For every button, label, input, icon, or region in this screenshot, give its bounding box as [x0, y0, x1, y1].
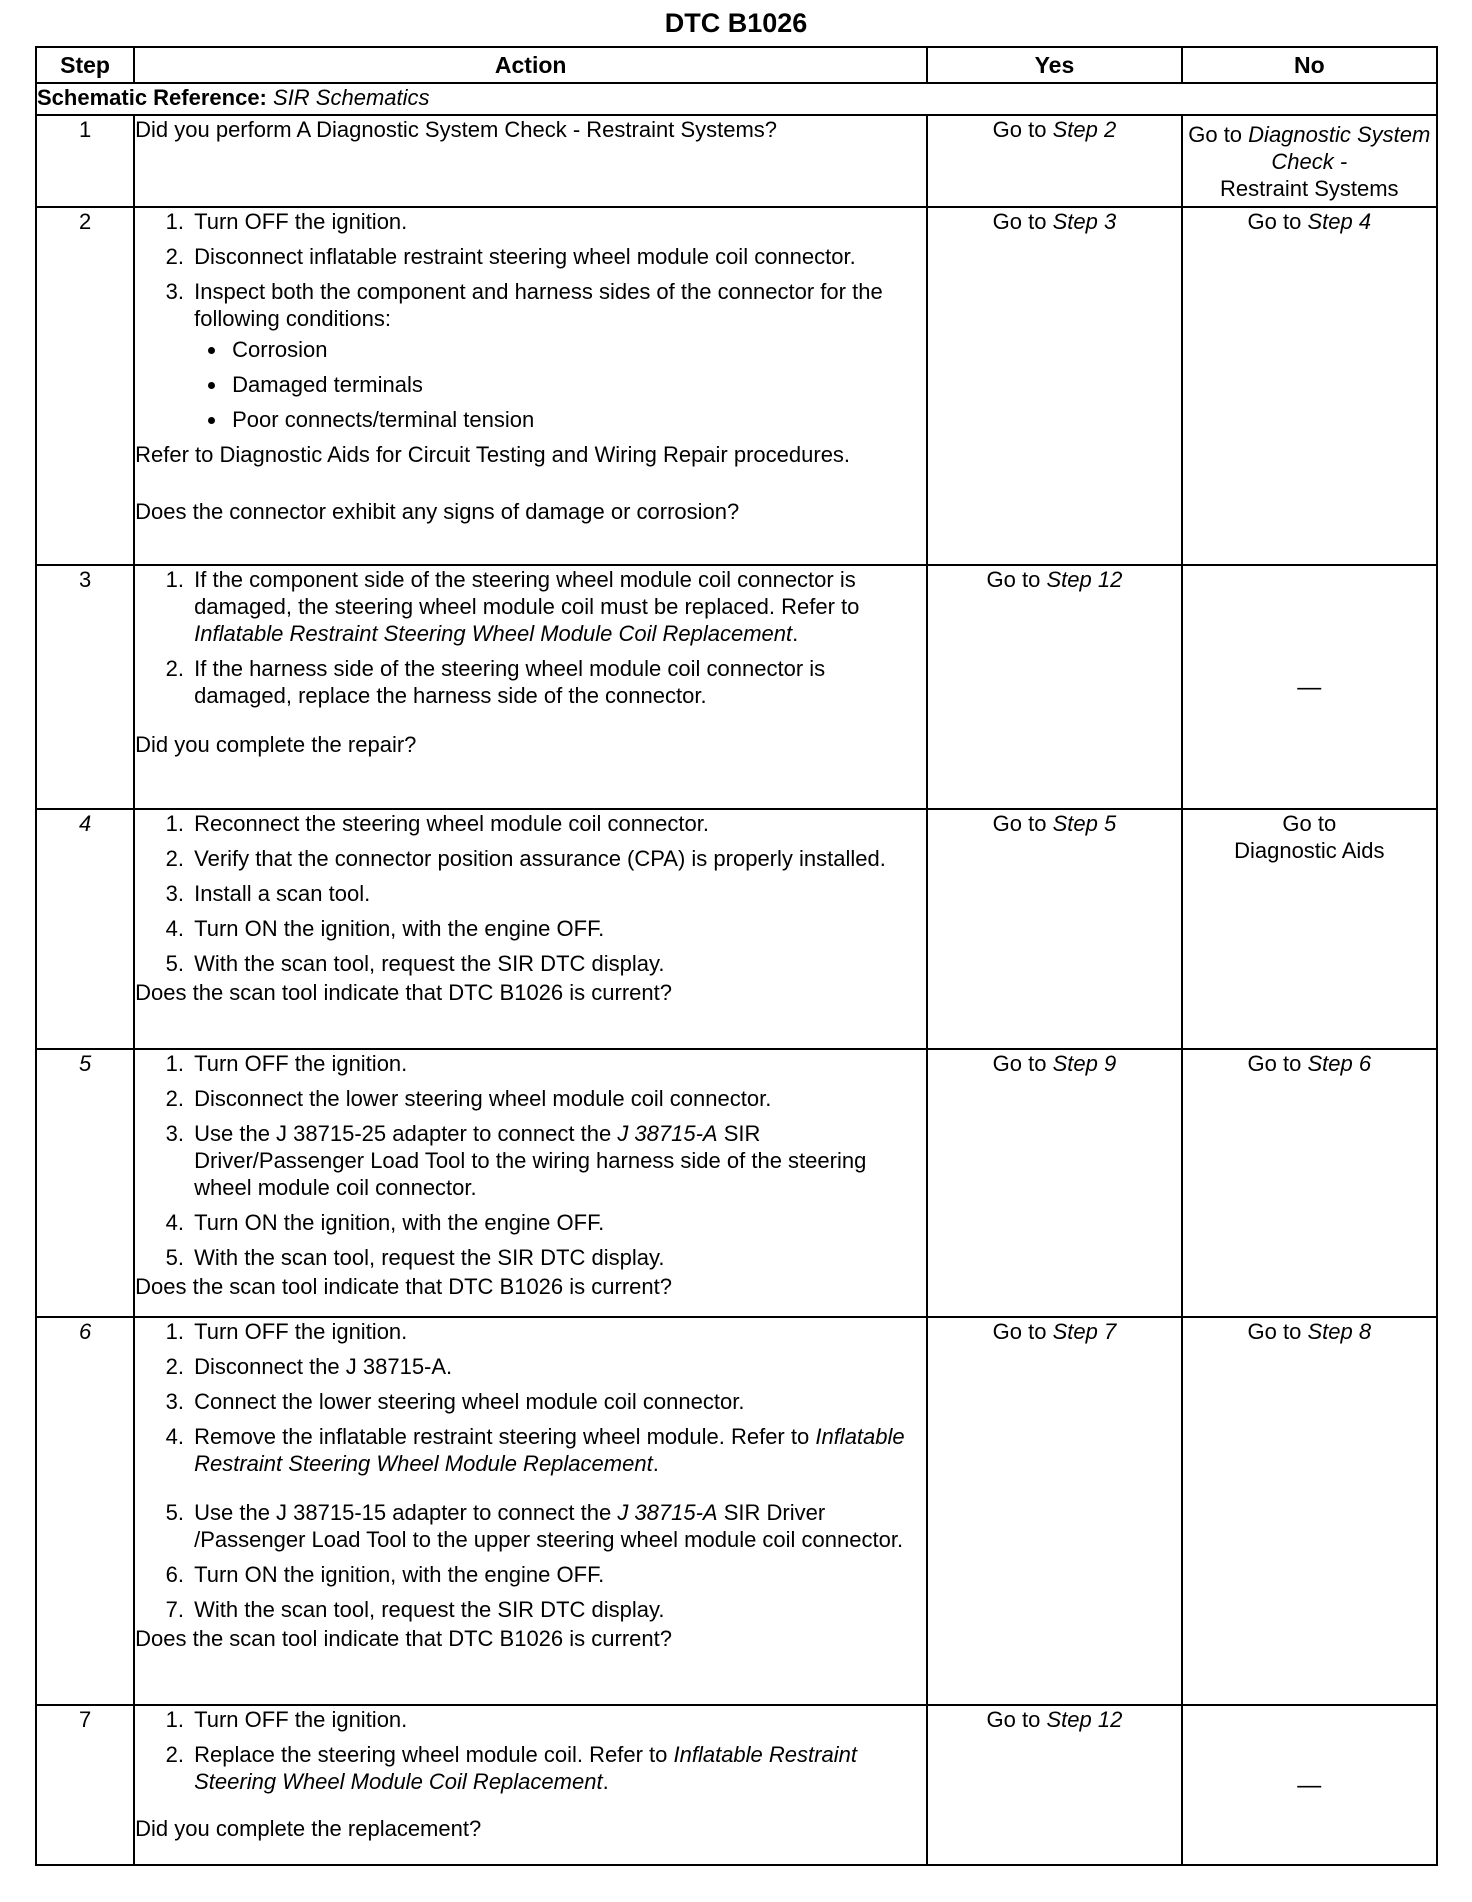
table-row — [36, 809, 1437, 1049]
list-item: 1. Reconnect the steering wheel module coil connector. — [190, 810, 926, 837]
action-cell — [134, 565, 927, 809]
schematic-label: Schematic Reference: — [37, 85, 267, 110]
note-text: Refer to Diagnostic Aids for Circuit Testing and Wiring Repair procedures. — [135, 442, 851, 467]
no-cell[interactable]: Go to Step 4 — [1182, 207, 1437, 565]
question-text: Does the scan tool indicate that DTC B1026 is current? — [135, 1274, 672, 1299]
list-item: 1. Turn OFF the ignition. — [190, 1706, 926, 1733]
step-number: 1 — [36, 115, 134, 207]
yes-cell[interactable]: Go to Step 9 — [927, 1049, 1181, 1317]
no-cell — [1182, 1705, 1437, 1865]
list-item: 2. If the harness side of the steering wheel module coil connector is damaged, replace the harness side of the connector. — [190, 655, 926, 709]
yes-step-link[interactable]: Step 12 — [1046, 567, 1123, 592]
header-step: Step — [36, 47, 134, 83]
schematic-reference — [36, 83, 1437, 115]
yes-step-link[interactable]: Step 3 — [1052, 209, 1117, 234]
list-item: 7. With the scan tool, request the SIR DTC display. — [190, 1596, 926, 1623]
table-row — [36, 115, 1437, 207]
action-cell — [134, 1705, 927, 1865]
list-item: 4. Remove the inflatable restraint steering wheel module. Refer to Inflatable Restraint Steering Wheel Module Replacement. — [190, 1423, 926, 1477]
no-step-link[interactable]: Step 8 — [1307, 1319, 1372, 1344]
list-item: 1. Turn OFF the ignition. — [190, 1318, 926, 1345]
yes-step-link[interactable]: Step 2 — [1052, 117, 1117, 142]
table-row — [36, 1317, 1437, 1705]
yes-step-link[interactable]: Step 7 — [1052, 1319, 1117, 1344]
header-row — [36, 47, 1437, 83]
yes-cell[interactable]: Go to Step 12 — [927, 565, 1181, 809]
action-cell — [134, 115, 927, 207]
list-item: 1. Turn OFF the ignition. — [190, 1050, 926, 1077]
yes-cell[interactable]: Go to Step 5 — [927, 809, 1181, 1049]
list-item: 3. Install a scan tool. — [190, 880, 926, 907]
no-cell — [1182, 565, 1437, 809]
no-cell[interactable]: Go to Diagnostic System Check - Restraint Systems — [1182, 115, 1437, 207]
procedure-link[interactable]: Inflatable Restraint Steering Wheel Module Coil Replacement — [194, 621, 793, 646]
header-action: Action — [134, 47, 927, 83]
list-item: 5. With the scan tool, request the SIR DTC display. — [190, 950, 926, 977]
step-number: 6 — [36, 1317, 134, 1705]
list-item: 1. Turn OFF the ignition. — [190, 208, 926, 235]
table-row — [36, 1705, 1437, 1865]
yes-step-link[interactable]: Step 12 — [1046, 1707, 1123, 1732]
table-row — [36, 565, 1437, 809]
no-link[interactable]: Diagnostic System Check - — [1248, 121, 1431, 174]
yes-cell[interactable]: Go to Step 12 — [927, 1705, 1181, 1865]
question-text: Did you complete the repair? — [135, 732, 417, 757]
list-item: 2. Disconnect the lower steering wheel module coil connector. — [190, 1085, 926, 1112]
header-no: No — [1182, 47, 1437, 83]
no-dash: — — [1297, 673, 1322, 701]
list-item: 3. Connect the lower steering wheel module coil connector. — [190, 1388, 926, 1415]
list-item: 4. Turn ON the ignition, with the engine OFF. — [190, 1209, 926, 1236]
yes-step-link[interactable]: Step 5 — [1052, 811, 1117, 836]
no-link[interactable]: Diagnostic Aids — [1234, 838, 1385, 863]
question-text: Did you perform A Diagnostic System Check - Restraint Systems? — [135, 117, 778, 142]
header-yes: Yes — [927, 47, 1181, 83]
procedure-link[interactable]: Inflatable Restraint Steering Wheel Module Coil Replacement — [194, 1742, 857, 1794]
action-cell — [134, 809, 927, 1049]
yes-cell[interactable]: Go to Step 7 — [927, 1317, 1181, 1705]
list-item: 3. Use the J 38715-25 adapter to connect the J 38715-A SIR Driver/Passenger Load Tool to the wiring harness side of the steering wheel module coil connector. — [190, 1120, 926, 1201]
table-row — [36, 1049, 1437, 1317]
list-item: 6. Turn ON the ignition, with the engine OFF. — [190, 1561, 926, 1588]
list-item: 5. Use the J 38715-15 adapter to connect the J 38715-A SIR Driver /Passenger Load Tool to the upper steering wheel module coil connector. — [190, 1499, 926, 1553]
table-row — [36, 207, 1437, 565]
no-dash: — — [1297, 1771, 1322, 1799]
yes-cell[interactable]: Go to Step 2 — [927, 115, 1181, 207]
action-cell — [134, 1317, 927, 1705]
dtc-table — [35, 46, 1438, 1866]
list-item: 3. Inspect both the component and harness sides of the connector for the following conditions: • Corrosion • Damaged terminals • Poor connects/terminal tension — [190, 278, 926, 433]
no-cell[interactable]: Go to Step 6 — [1182, 1049, 1437, 1317]
schematic-link[interactable]: SIR Schematics — [273, 85, 430, 110]
action-cell — [134, 207, 927, 565]
question-text: Does the connector exhibit any signs of damage or corrosion? — [135, 499, 740, 524]
yes-cell[interactable]: Go to Step 3 — [927, 207, 1181, 565]
no-cell[interactable]: Go to Step 8 — [1182, 1317, 1437, 1705]
list-item: 2. Disconnect inflatable restraint steering wheel module coil connector. — [190, 243, 926, 270]
action-cell — [134, 1049, 927, 1317]
procedure-link[interactable]: Inflatable Restraint Steering Wheel Module Replacement — [194, 1424, 905, 1476]
list-item: 2. Replace the steering wheel module coil. Refer to Inflatable Restraint Steering Wheel Module Coil Replacement. — [190, 1741, 926, 1795]
yes-step-link[interactable]: Step 9 — [1052, 1051, 1117, 1076]
no-cell[interactable]: Go to Diagnostic Aids — [1182, 809, 1437, 1049]
list-item: 1. If the component side of the steering wheel module coil connector is damaged, the steering wheel module coil must be replaced. Refer to Inflatable Restraint Steering Wheel Module Coil Replacement. — [190, 566, 926, 647]
list-item: 2. Verify that the connector position assurance (CPA) is properly installed. — [190, 845, 926, 872]
condition-item: • Poor connects/terminal tension — [228, 406, 926, 433]
page-title: DTC B1026 — [664, 8, 808, 38]
tool-reference: J 38715-A — [617, 1121, 718, 1146]
step-number: 4 — [36, 809, 134, 1049]
no-step-link[interactable]: Step 6 — [1307, 1051, 1372, 1076]
step-number: 5 — [36, 1049, 134, 1317]
condition-item: • Damaged terminals — [228, 371, 926, 398]
question-text: Did you complete the replacement? — [135, 1816, 482, 1841]
list-item: 5. With the scan tool, request the SIR DTC display. — [190, 1244, 926, 1271]
step-number: 2 — [36, 207, 134, 565]
condition-item: • Corrosion — [228, 336, 926, 363]
step-number: 7 — [36, 1705, 134, 1865]
tool-reference: J 38715-A — [617, 1500, 718, 1525]
question-text: Does the scan tool indicate that DTC B1026 is current? — [135, 1626, 672, 1651]
schematic-row — [36, 83, 1437, 115]
step-number: 3 — [36, 565, 134, 809]
no-step-link[interactable]: Step 4 — [1307, 209, 1372, 234]
list-item: 4. Turn ON the ignition, with the engine OFF. — [190, 915, 926, 942]
list-item: 2. Disconnect the J 38715-A. — [190, 1353, 926, 1380]
question-text: Does the scan tool indicate that DTC B1026 is current? — [135, 980, 672, 1005]
